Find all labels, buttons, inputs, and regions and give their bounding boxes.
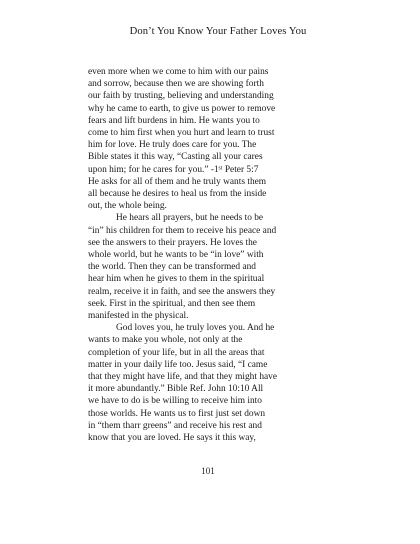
text-line: wants to make you whole, not only at the (88, 335, 243, 346)
paragraph (88, 322, 328, 444)
text-line: our faith by trusting, believing and understanding (88, 91, 274, 102)
text-line: “in” his children for them to receive his peace and (88, 225, 277, 236)
text-line: seek. First in the spiritual, and then see them (88, 298, 256, 309)
running-head: Don’t You Know Your Father Loves You (129, 26, 307, 37)
text-line: upon him; for he cares for you.” -1ˢᵗ Peter 5:7 (88, 164, 259, 175)
text-line: him for love. He truly does care for you. The (88, 140, 257, 151)
text-line: and sorrow, because then we are showing forth (88, 79, 264, 90)
body-text (88, 66, 328, 444)
text-line: even more when we come to him with our pains (88, 67, 269, 77)
paragraph (88, 212, 328, 322)
text-line: fears and lift burdens in him. He wants you to (88, 115, 260, 126)
text-line: hear him when he gives to them in the spiritual (88, 274, 265, 285)
text-line: out, the whole being. (88, 201, 167, 212)
text-line: whole world, but he wants to be “in love” with (88, 250, 264, 261)
text-line: those worlds. He wants us to first just set down (88, 408, 266, 419)
text-line: the world. Then they can be transformed and (88, 262, 256, 273)
text-line: why he came to earth, to give us power to remove (88, 103, 276, 114)
text-line: matter in your daily life too. Jesus said, “I came (88, 359, 268, 370)
text-line: we have to do is be willing to receive him into (88, 396, 262, 407)
text-line: manifested in the physical. (88, 311, 189, 322)
text-line: realm, receive it in faith, and see the answers they (88, 286, 276, 297)
text-line: it more abundantly.” Bible Ref. John 10:10 All (88, 384, 264, 395)
text-line: all because he desires to heal us from the inside (88, 189, 267, 200)
text-line: He asks for all of them and he truly wants them (88, 176, 267, 187)
text-line: He hears all prayers, but he needs to be (116, 213, 264, 224)
paragraph (88, 66, 328, 212)
text-line: Bible states it this way, “Casting all your cares (88, 152, 263, 163)
text-line: see the answers to their prayers. He loves the (88, 237, 257, 248)
text-line: that they might have life, and that they might have (88, 372, 278, 383)
text-line: in “them tharr greens” and receive his rest and (88, 420, 262, 431)
text-line: completion of your life, but in all the areas that (88, 347, 265, 358)
page-number: 101 (201, 466, 215, 476)
text-line: God loves you, he truly loves you. And he (116, 323, 275, 334)
text-line: know that you are loved. He says it this way, (88, 433, 256, 444)
text-line: come to him first when you hurt and learn to trust (88, 128, 275, 139)
